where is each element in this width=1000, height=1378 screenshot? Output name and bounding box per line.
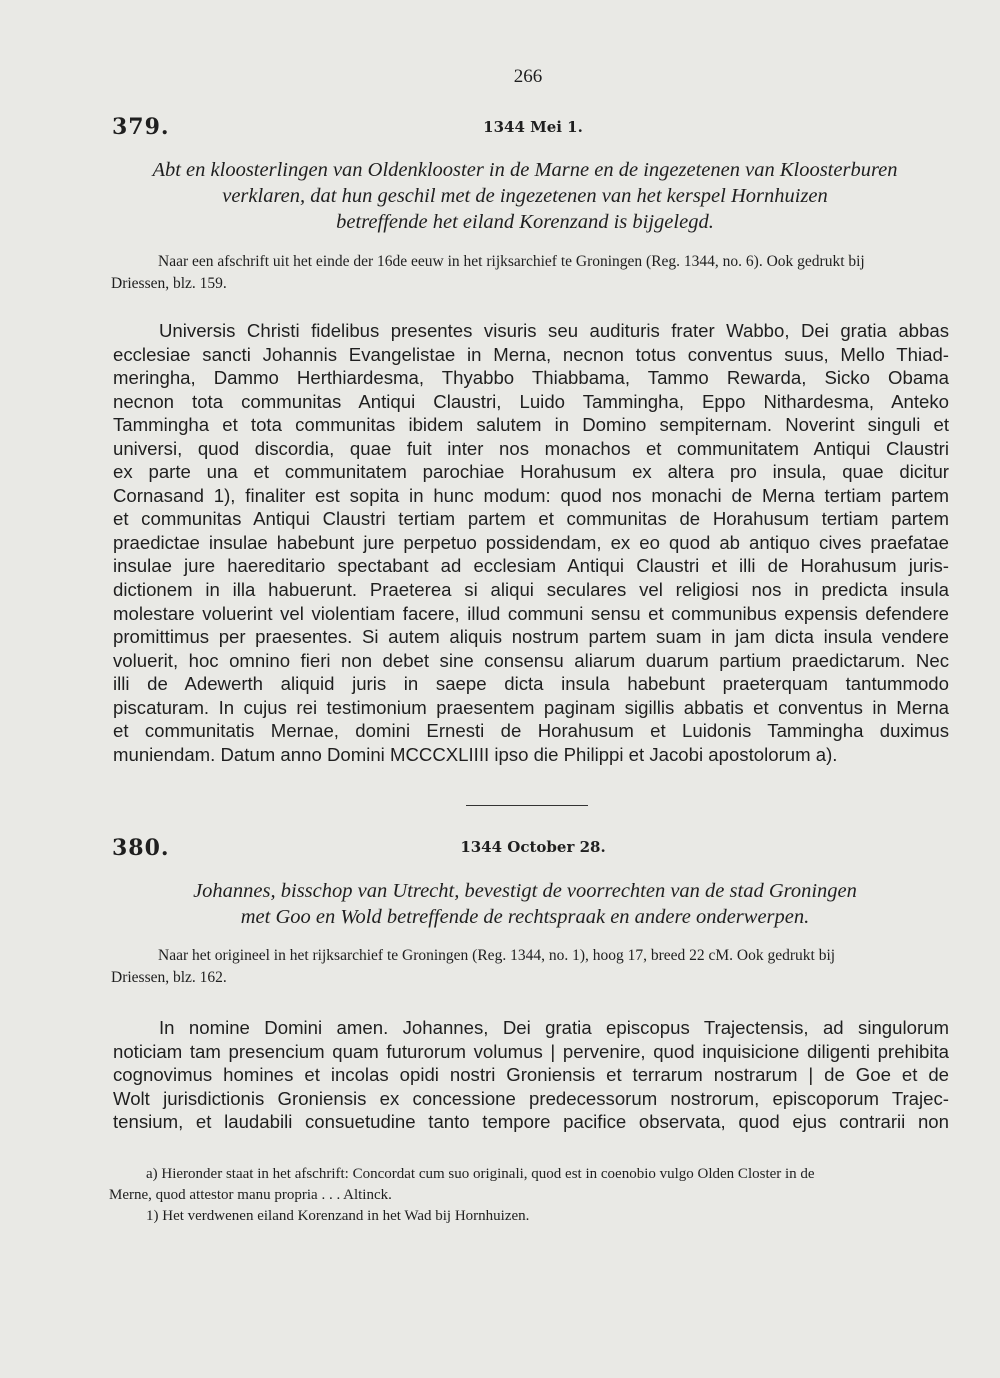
source-note-379 [111, 251, 949, 295]
summary-line: met Goo en Wold betreffende de rechtspraak en andere onderwerpen. [240, 906, 810, 928]
text-line: insulae jure haereditario spectabant ad ecclesiam Antiqui Claustri et illi de Horahusum juris- [113, 555, 949, 577]
text-line: muniendam. Datum anno Domini MCCCXLIIII ipso die Philippi et Jacobi apostolorum a). [113, 743, 838, 765]
charter-text-379 [113, 319, 949, 766]
text-line: ex parte una et communitatem parochiae Horahusum ex altera pro insula, quae dicitur [113, 461, 949, 483]
text-line: et communitas Antiqui Claustri tertiam partem et communitas de Horahusum tertiam partem [113, 508, 949, 530]
summary-line: verklaren, dat hun geschil met de ingezetenen van het kerspel Hornhuizen [222, 185, 828, 207]
entry-date-379: 1344 Mei 1. [483, 118, 583, 136]
entry-date-380: 1344 October 28. [460, 838, 606, 856]
entry-number-379: 379. [112, 114, 170, 140]
footnote-line: Merne, quod attestor manu propria . . . Altinck. [109, 1187, 392, 1203]
text-line: illi de Adewerth aliquid juris in saepe dicta insula habebunt praeterquam tantummodo [113, 673, 949, 695]
footnote-line: a) Hieronder staat in het afschrift: Concordat cum suo originali, quod est in coenobio vulgo Olden Closter in de [146, 1166, 815, 1182]
charter-text-380 [113, 1016, 949, 1134]
source-line: Driessen, blz. 159. [111, 275, 227, 292]
text-line: Tammingha et tota communitas ibidem salutem in Domino sempiternam. Noverint singuli et [113, 414, 949, 436]
text-line: cognovimus homines et incolas opidi nostri Groniensis et terrarum nostrarum | de Goe et de [113, 1064, 949, 1086]
section-divider [466, 805, 588, 806]
text-line: molestare voluerint vel violentiam facere, illud communi sensu et communibus expensis defendere [113, 602, 949, 624]
text-line: universi, quod discordia, quae fuit inter nos monachos et communitatem Antiqui Claustri [113, 437, 949, 459]
source-line: Driessen, blz. 162. [111, 969, 227, 986]
footnote-line: 1) Het verdwenen eiland Korenzand in het Wad bij Hornhuizen. [146, 1208, 530, 1224]
footnote-1 [109, 1206, 944, 1227]
source-note-380 [111, 945, 949, 989]
summary-line: Abt en kloosterlingen van Oldenklooster in de Marne en de ingezetenen van Kloosterburen [152, 159, 898, 181]
text-line: piscaturam. In cujus rei testimonium praesentem paginam sigillis abbatis et conventus in Merna [113, 696, 949, 718]
footnotes [109, 1164, 944, 1227]
text-line: tensium, et laudabili consuetudine tanto tempore pacifice observata, quod ejus contrarii non [113, 1111, 949, 1133]
text-line: meringha, Dammo Herthiardesma, Thyabbo Thiabbama, Tammo Rewarda, Sicko Obama [113, 367, 949, 389]
text-line: ecclesiae sancti Johannis Evangelistae in Merna, necnon totus conventus suus, Mello Thiad- [113, 343, 949, 365]
summary-line: Johannes, bisschop van Utrecht, bevestigt de voorrechten van de stad Groningen [193, 880, 857, 902]
text-line: praedictae insulae habebunt jure perpetuo possidendam, ex eo quod ab antiquo cives praefatae [113, 531, 949, 553]
source-line: Naar het origineel in het rijksarchief te Groningen (Reg. 1344, no. 1), hoog 17, breed 22 cM. Ook gedrukt bij [158, 947, 836, 964]
text-line: necnon tota communitas Antiqui Claustri, Luido Tammingha, Eppo Nithardesma, Anteko [113, 390, 949, 412]
source-line: Naar een afschrift uit het einde der 16de eeuw in het rijksarchief te Groningen (Reg. 1344, no. 6). Ook gedrukt bij [158, 253, 865, 270]
summary-line: betreffende het eiland Korenzand is bijgelegd. [336, 211, 714, 233]
text-line: noticiam tam presencium quam futurorum volumus | pervenire, quod inquisicione diligenti prehibita [113, 1040, 949, 1062]
text-line: et communitatis Mernae, domini Ernesti de Horahusum et Luidonis Tammingha duximus [113, 720, 949, 742]
text-line: promittimus per praesentes. Si autem aliquis nostrum partem suam in jam dicta insula vendere [113, 626, 949, 648]
entry-number-380: 380. [112, 835, 170, 861]
text-line: Wolt jurisdictionis Groniensis ex concessione predecessorum nostrorum, episcoporum Trajec- [113, 1087, 949, 1109]
text-line: voluerit, hoc omnino fieri non debet sine consensu aliarum duarum partium praedictarum. Nec [113, 649, 949, 671]
text-line: Universis Christi fidelibus presentes visuris seu audituris frater Wabbo, Dei gratia abbas [159, 320, 949, 341]
entry-summary-379 [110, 157, 940, 235]
text-line: dictionem in illa habuerunt. Praeterea si aliqui seculares vel religiosi nos in predicta insula [113, 579, 949, 601]
text-line: Cornasand 1), finaliter est sopita in hunc modum: quod nos monachi de Merna tertiam partem [113, 484, 949, 506]
footnote-a [109, 1164, 944, 1206]
entry-summary-380 [110, 878, 940, 930]
text-line: In nomine Domini amen. Johannes, Dei gratia episcopus Trajectensis, ad singulorum [159, 1017, 949, 1038]
page-number: 266 [513, 66, 543, 87]
